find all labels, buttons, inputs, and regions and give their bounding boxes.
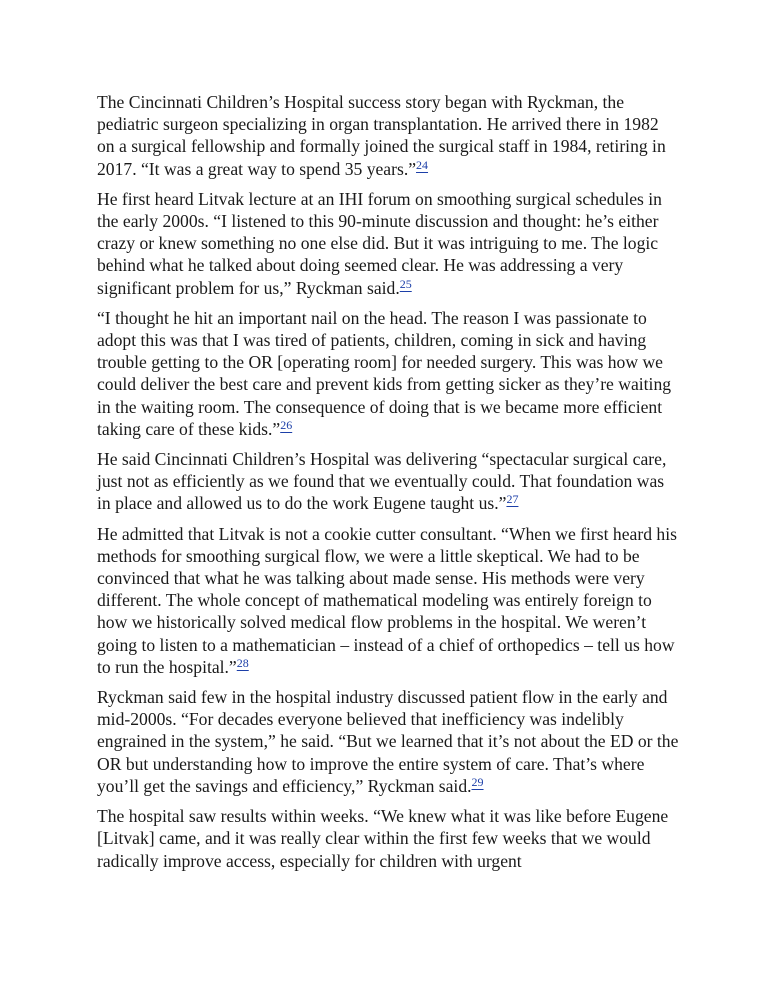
footnote-link-29[interactable]: 29 <box>471 774 484 789</box>
paragraph-text: The hospital saw results within weeks. “We knew what it was like before Eugene [Litvak] came, and it was really clear within the first few weeks that we would radically improve access, especially for children with urgent <box>97 806 669 871</box>
paragraph-text: Ryckman said few in the hospital industry discussed patient flow in the early and mid-2000s. “For decades everyone believed that inefficiency was indelibly engrained in the system,” he said. “But we learned that it’s not about the ED or the OR but understanding how to improve the entire system of care. That’s where you’ll get the savings and efficiency,” Ryckman said. <box>97 687 679 796</box>
document-body <box>97 91 679 872</box>
paragraph-text: He first heard Litvak lecture at an IHI forum on smoothing surgical schedules in the early 2000s. “I listened to this 90-minute discussion and thought: he’s either crazy or knew something no one else did. But it was intriguing to me. The logic behind what he talked about doing seemed clear. He was addressing a very significant problem for us,” Ryckman said. <box>97 188 662 298</box>
paragraph-3 <box>97 307 679 440</box>
paragraph-text: “I thought he hit an important nail on the head. The reason I was passionate to adopt this was that I was tired of patients, children, coming in sick and having trouble getting to the OR [operating room] for needed surgery. This was how we could deliver the best care and prevent kids from getting sicker as they’re waiting in the waiting room. The consequence of doing that is we became more efficient taking care of these kids.” <box>97 307 672 439</box>
paragraph-text: He said Cincinnati Children’s Hospital was delivering “spectacular surgical care, just not as efficiently as we found that we eventually could. That foundation was in place and allowed us to do the work Eugene taught us.” <box>97 449 667 514</box>
footnote-link-24[interactable]: 24 <box>416 157 429 172</box>
footnote-link-26[interactable]: 26 <box>280 417 293 432</box>
paragraph-2 <box>97 188 679 299</box>
paragraph-text: He admitted that Litvak is not a cookie cutter consultant. “When we first heard his methods for smoothing surgical flow, we were a little skeptical. We had to be convinced that what he was talking about made sense. His methods were very different. The whole concept of mathematical modeling was entirely foreign to how we historically solved medical flow problems in the hospital. We weren’t going to listen to a mathematician – instead of a chief of orthopedics – tell us how to run the hospital.” <box>97 523 677 677</box>
footnote-link-27[interactable]: 27 <box>506 492 519 507</box>
paragraph-4 <box>97 448 679 515</box>
paragraph-text: The Cincinnati Children’s Hospital success story began with Ryckman, the pediatric surgeon specializing in organ transplantation. He arrived there in 1982 on a surgical fellowship and formally joined the surgical staff in 1984, retiring in 2017. “It was a great way to spend 35 years.” <box>97 92 666 179</box>
paragraph-1 <box>97 91 679 180</box>
paragraph-7 <box>97 805 679 872</box>
paragraph-5 <box>97 523 679 678</box>
paragraph-6 <box>97 686 679 797</box>
footnote-link-25[interactable]: 25 <box>399 276 412 291</box>
footnote-link-28[interactable]: 28 <box>236 655 249 670</box>
